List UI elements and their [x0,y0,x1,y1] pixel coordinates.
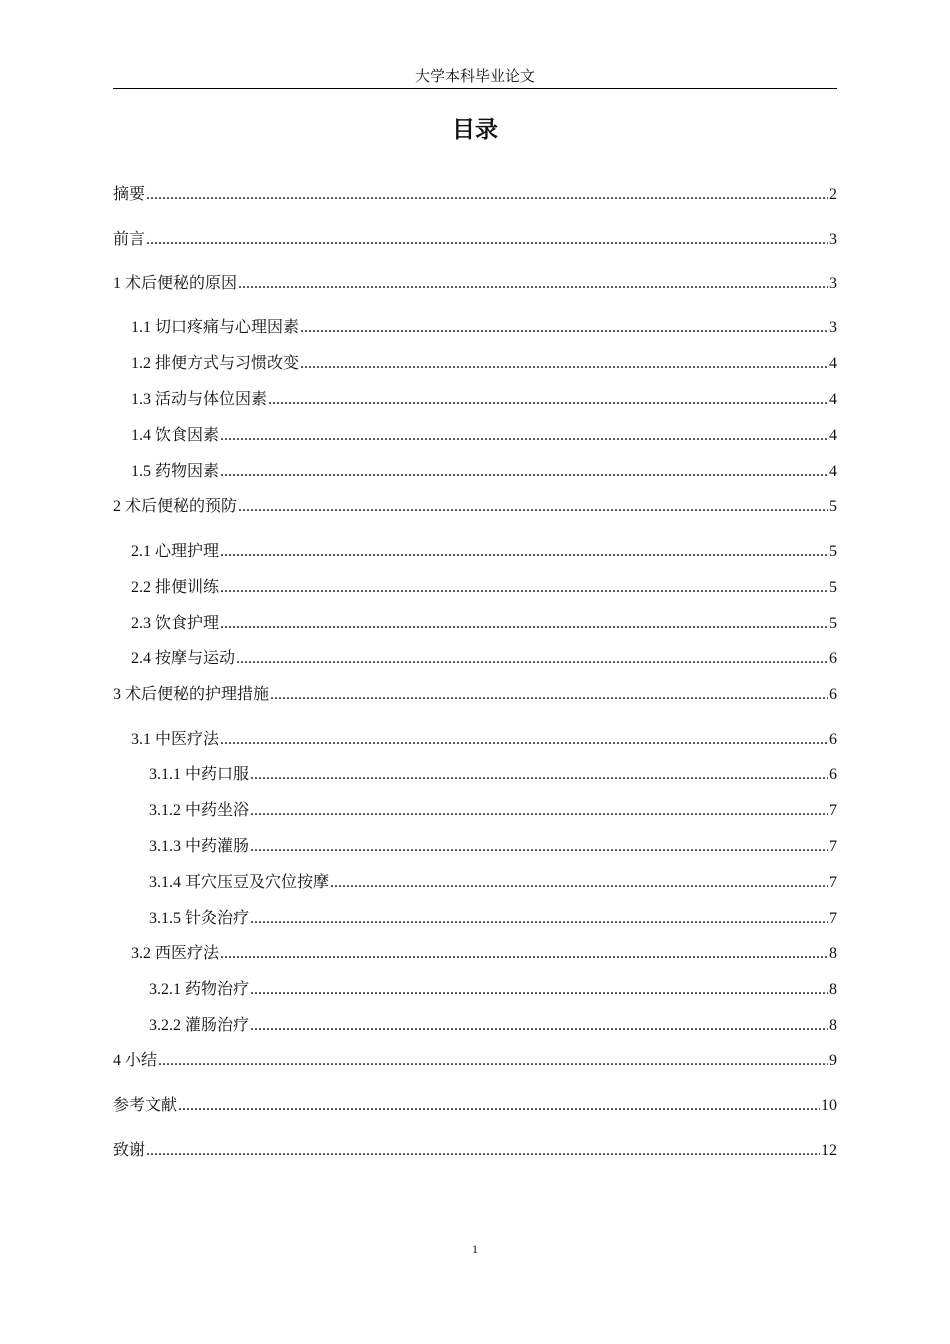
toc-entry-label: 2.4 按摩与运动 [131,650,236,667]
toc-dot-leader [220,729,828,751]
toc-dot-leader [250,979,828,1001]
toc-entry[interactable] [131,461,837,483]
toc-entry-page: 3 [829,231,837,248]
toc-entry[interactable] [131,613,837,635]
toc-entry-label: 前言 [113,231,146,248]
toc-entry-label: 摘要 [113,186,146,203]
toc-entry[interactable] [113,684,837,706]
toc-entry-page: 4 [829,391,837,408]
toc-entry-page: 7 [829,802,837,819]
toc-entry[interactable] [149,908,837,930]
toc-dot-leader [250,836,828,858]
toc-dot-leader [220,577,828,599]
toc-entry-page: 5 [829,615,837,632]
toc-entry-label: 3.1.1 中药口服 [149,766,250,783]
toc-dot-leader [146,184,828,206]
toc-entry[interactable] [131,389,837,411]
toc-entry-page: 6 [829,731,837,748]
toc-dot-leader [330,872,828,894]
toc-entry-label: 1.5 药物因素 [131,463,220,480]
toc-entry-page: 4 [829,355,837,372]
toc-entry-page: 2 [829,186,837,203]
toc-entry-page: 4 [829,463,837,480]
toc-entry-page: 5 [829,543,837,560]
toc-entry-label: 致谢 [113,1142,146,1159]
toc-entry[interactable] [131,648,837,670]
toc-entry-page: 5 [829,498,837,515]
toc-entry-page: 7 [829,910,837,927]
toc-entry-label: 3.2 西医疗法 [131,945,220,962]
toc-entry[interactable] [149,836,837,858]
toc-dot-leader [250,908,828,930]
toc-entry-label: 3.1.2 中药坐浴 [149,802,250,819]
toc-entry-page: 5 [829,579,837,596]
toc-entry[interactable] [113,1095,837,1117]
toc-entry[interactable] [149,1015,837,1037]
toc-dot-leader [268,389,828,411]
toc-entry[interactable] [113,496,837,518]
toc-dot-leader [270,684,828,706]
toc-entry-label: 1.4 饮食因素 [131,427,220,444]
toc-entry[interactable] [149,872,837,894]
toc-dot-leader [300,353,828,375]
toc-entry[interactable] [113,1050,837,1072]
toc-entry-label: 2.2 排便训练 [131,579,220,596]
toc-dot-leader [238,496,828,518]
toc-entry-label: 2.1 心理护理 [131,543,220,560]
toc-entry-label: 3.1.3 中药灌肠 [149,838,250,855]
toc-entry[interactable] [131,353,837,375]
toc-entry-label: 3.2.2 灌肠治疗 [149,1017,250,1034]
toc-entry-label: 1.2 排便方式与习惯改变 [131,355,300,372]
toc-entry[interactable] [113,184,837,206]
toc-entry-label: 1.3 活动与体位因素 [131,391,268,408]
toc-dot-leader [220,541,828,563]
toc-dot-leader [146,1140,820,1162]
toc-entry-label: 1.1 切口疼痛与心理因素 [131,319,300,336]
toc-entry[interactable] [113,229,837,251]
toc-entry-page: 9 [829,1052,837,1069]
toc-entry-page: 12 [821,1142,837,1159]
toc-entry[interactable] [149,800,837,822]
toc-entry-page: 6 [829,766,837,783]
toc-entry-page: 10 [821,1097,837,1114]
toc-dot-leader [250,800,828,822]
header-text: 大学本科毕业论文 [414,69,535,85]
toc-entry-label: 3.1 中医疗法 [131,731,220,748]
toc-entry-label: 3.2.1 药物治疗 [149,981,250,998]
toc-entry[interactable] [113,1140,837,1162]
toc-entry-label: 3 术后便秘的护理措施 [113,686,270,703]
toc-entry-page: 8 [829,981,837,998]
toc-entry-page: 4 [829,427,837,444]
toc-entry-page: 3 [829,275,837,292]
toc-entry-page: 6 [829,686,837,703]
toc-entry[interactable] [131,729,837,751]
toc-dot-leader [250,764,828,786]
toc-entry[interactable] [131,577,837,599]
toc-dot-leader [146,229,828,251]
toc-entry-label: 参考文献 [113,1097,178,1114]
toc-dot-leader [220,943,828,965]
toc-entry-page: 7 [829,838,837,855]
toc-entry[interactable] [131,425,837,447]
toc-entry[interactable] [131,943,837,965]
toc-dot-leader [158,1050,828,1072]
toc-dot-leader [250,1015,828,1037]
toc-entry[interactable] [131,541,837,563]
toc-entry-label: 4 小结 [113,1052,158,1069]
toc-entry-page: 8 [829,945,837,962]
toc-dot-leader [238,273,828,295]
toc-entry[interactable] [149,764,837,786]
toc-dot-leader [236,648,828,670]
toc-dot-leader [300,317,828,339]
toc-dot-leader [220,461,828,483]
toc-entry-label: 1 术后便秘的原因 [113,275,238,292]
toc-entry[interactable] [149,979,837,1001]
toc-dot-leader [220,613,828,635]
toc-entry-page: 8 [829,1017,837,1034]
toc-dot-leader [220,425,828,447]
toc-entry-label: 3.1.5 针灸治疗 [149,910,250,927]
toc-entry-page: 7 [829,874,837,891]
toc-title: 目录 [452,117,498,143]
toc-entry-page: 6 [829,650,837,667]
toc-entry[interactable] [131,317,837,339]
toc-entry-page: 3 [829,319,837,336]
page-number: 1 [472,1242,478,1256]
toc-entry-label: 3.1.4 耳穴压豆及穴位按摩 [149,874,330,891]
toc-dot-leader [178,1095,820,1117]
toc-entry-label: 2.3 饮食护理 [131,615,220,632]
toc-entry-label: 2 术后便秘的预防 [113,498,238,515]
toc-entry[interactable] [113,273,837,295]
